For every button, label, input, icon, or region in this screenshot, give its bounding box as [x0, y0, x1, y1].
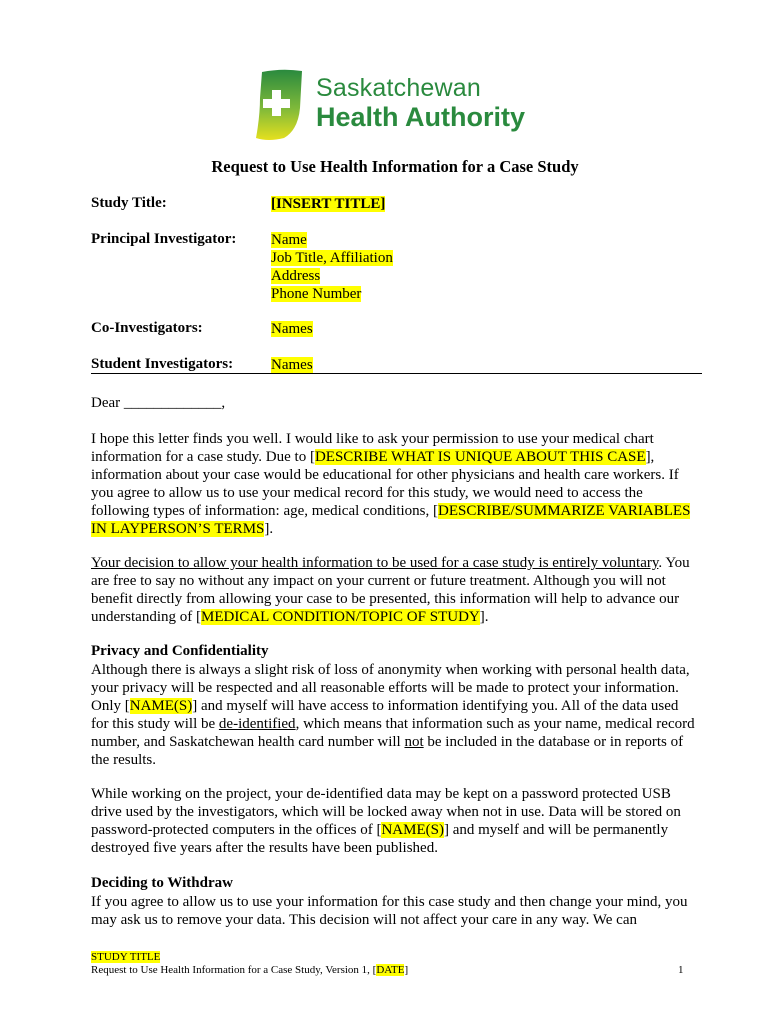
study-title-placeholder: [INSERT TITLE]: [271, 196, 386, 212]
withdraw-paragraph: [91, 893, 706, 929]
text-run: ].: [479, 609, 489, 625]
variables-placeholder-cont: IN LAYPERSON’S TERMS: [91, 521, 265, 537]
case-description-placeholder: DESCRIBE WHAT IS UNIQUE ABOUT THIS CASE: [314, 449, 646, 465]
paragraph-line: If you agree to allow us to use your information for this case study and then change your mind, you: [91, 894, 688, 910]
paragraph-line: destroyed five years after the results have been published.: [91, 840, 438, 856]
student-investigators-names: Names: [271, 357, 313, 373]
text-run: ] and myself and will be permanently: [443, 822, 669, 838]
co-investigators-label: Co-Investigators:: [91, 320, 203, 336]
withdraw-heading: Deciding to Withdraw: [91, 875, 233, 891]
intro-paragraph: [91, 430, 706, 538]
paragraph-line: [91, 715, 706, 733]
paragraph-line: [91, 554, 706, 572]
footer-study-title: [91, 951, 160, 963]
paragraph-line: the results.: [91, 752, 156, 768]
text-run: be included in the database or in reports of: [423, 734, 684, 750]
pi-phone: Phone Number: [271, 286, 362, 302]
paragraph-line: I hope this letter finds you well. I would like to ask your permission to use your medical chart: [91, 431, 654, 447]
paragraph-line: [91, 502, 706, 520]
sha-logo-mark-icon: [254, 68, 310, 142]
text-run: Only [: [91, 698, 130, 714]
co-investigators-value: [271, 320, 313, 338]
topic-placeholder: MEDICAL CONDITION/TOPIC OF STUDY: [200, 609, 480, 625]
paragraph-line: [91, 821, 706, 839]
paragraph-line: drive used by the investigators, which will be locked away when not in use. Data will be stored on: [91, 804, 681, 820]
page-number: 1: [678, 964, 684, 976]
paragraph-line: your privacy will be respected and all reasonable efforts will be made to protect your information.: [91, 680, 679, 696]
footer-version-line: [91, 964, 408, 976]
paragraph-line: benefit directly from allowing your case to be presented, this information will help to advance our: [91, 591, 680, 607]
text-run: ],: [645, 449, 655, 465]
privacy-heading: Privacy and Confidentiality: [91, 643, 269, 659]
paragraph-line: [91, 697, 706, 715]
principal-investigator-details: [271, 231, 393, 303]
text-run: , which means that information such as your name, medical record: [295, 716, 695, 732]
footer-study-title-placeholder: STUDY TITLE: [91, 951, 161, 963]
pi-name: Name: [271, 232, 307, 248]
paragraph-line: [91, 608, 706, 626]
text-run: password-protected computers in the offices of [: [91, 822, 382, 838]
logo-text-health-authority: Health Authority: [316, 102, 525, 132]
names-placeholder: NAME(S): [129, 698, 193, 714]
variables-placeholder: DESCRIBE/SUMMARIZE VARIABLES: [438, 503, 691, 519]
salutation: Dear _____________,: [91, 395, 226, 411]
paragraph-line: [91, 448, 706, 466]
names-placeholder: NAME(S): [381, 822, 444, 838]
student-investigators-label: Student Investigators:: [91, 356, 234, 372]
principal-investigator-label: Principal Investigator:: [91, 231, 237, 247]
text-run: ].: [264, 521, 274, 537]
text-run: following types of information: age, medical conditions, [: [91, 503, 439, 519]
paragraph-line: information about your case would be educational for other physicians and health care workers. If: [91, 467, 679, 483]
text-run: number, and Saskatchewan health card number will: [91, 734, 405, 750]
paragraph-line: are free to say no without any impact on your current or future treatment. Although you will not: [91, 573, 666, 589]
voluntary-statement: Your decision to allow your health information to be used for a case study is entirely voluntary: [91, 555, 659, 571]
study-title-label: Study Title:: [91, 195, 167, 211]
storage-paragraph: [91, 785, 706, 857]
co-investigators-names: Names: [271, 321, 313, 337]
text-run: ]: [404, 964, 409, 976]
text-run: ] and myself will have access to information identifying you. All of the data used: [192, 698, 679, 714]
paragraph-line: [91, 733, 706, 751]
paragraph-line: While working on the project, your de-identified data may be kept on a password protected USB: [91, 786, 671, 802]
pi-job-title: Job Title, Affiliation: [271, 250, 393, 266]
text-run: . You: [658, 555, 690, 571]
not-emphasis: not: [404, 734, 424, 750]
de-identified-term: de-identified: [218, 716, 296, 732]
text-run: for this study will be: [91, 716, 219, 732]
paragraph-line: you agree to allow us to use your medical record for this study, we would need to access the: [91, 485, 643, 501]
privacy-paragraph: [91, 661, 706, 769]
document-title: Request to Use Health Information for a Case Study: [211, 157, 579, 176]
paragraph-line: may ask us to remove your data. This decision will not affect your care in any way. We can: [91, 912, 637, 928]
student-investigators-value: [271, 356, 313, 374]
horizontal-rule: [91, 373, 702, 374]
study-title-value: [271, 195, 385, 213]
paragraph-line: [91, 520, 706, 538]
paragraph-line: Although there is always a slight risk of loss of anonymity when working with personal health data,: [91, 662, 690, 678]
logo-text-saskatchewan: Saskatchewan: [316, 74, 481, 102]
text-run: information for a case study. Due to [: [91, 449, 315, 465]
text-run: understanding of [: [91, 609, 201, 625]
text-run: Request to Use Health Information for a Case Study, Version 1, [: [91, 964, 377, 976]
sha-logo: [254, 68, 534, 142]
voluntary-paragraph: [91, 554, 706, 626]
pi-address: Address: [271, 268, 321, 284]
footer-date-placeholder: DATE: [376, 964, 405, 976]
